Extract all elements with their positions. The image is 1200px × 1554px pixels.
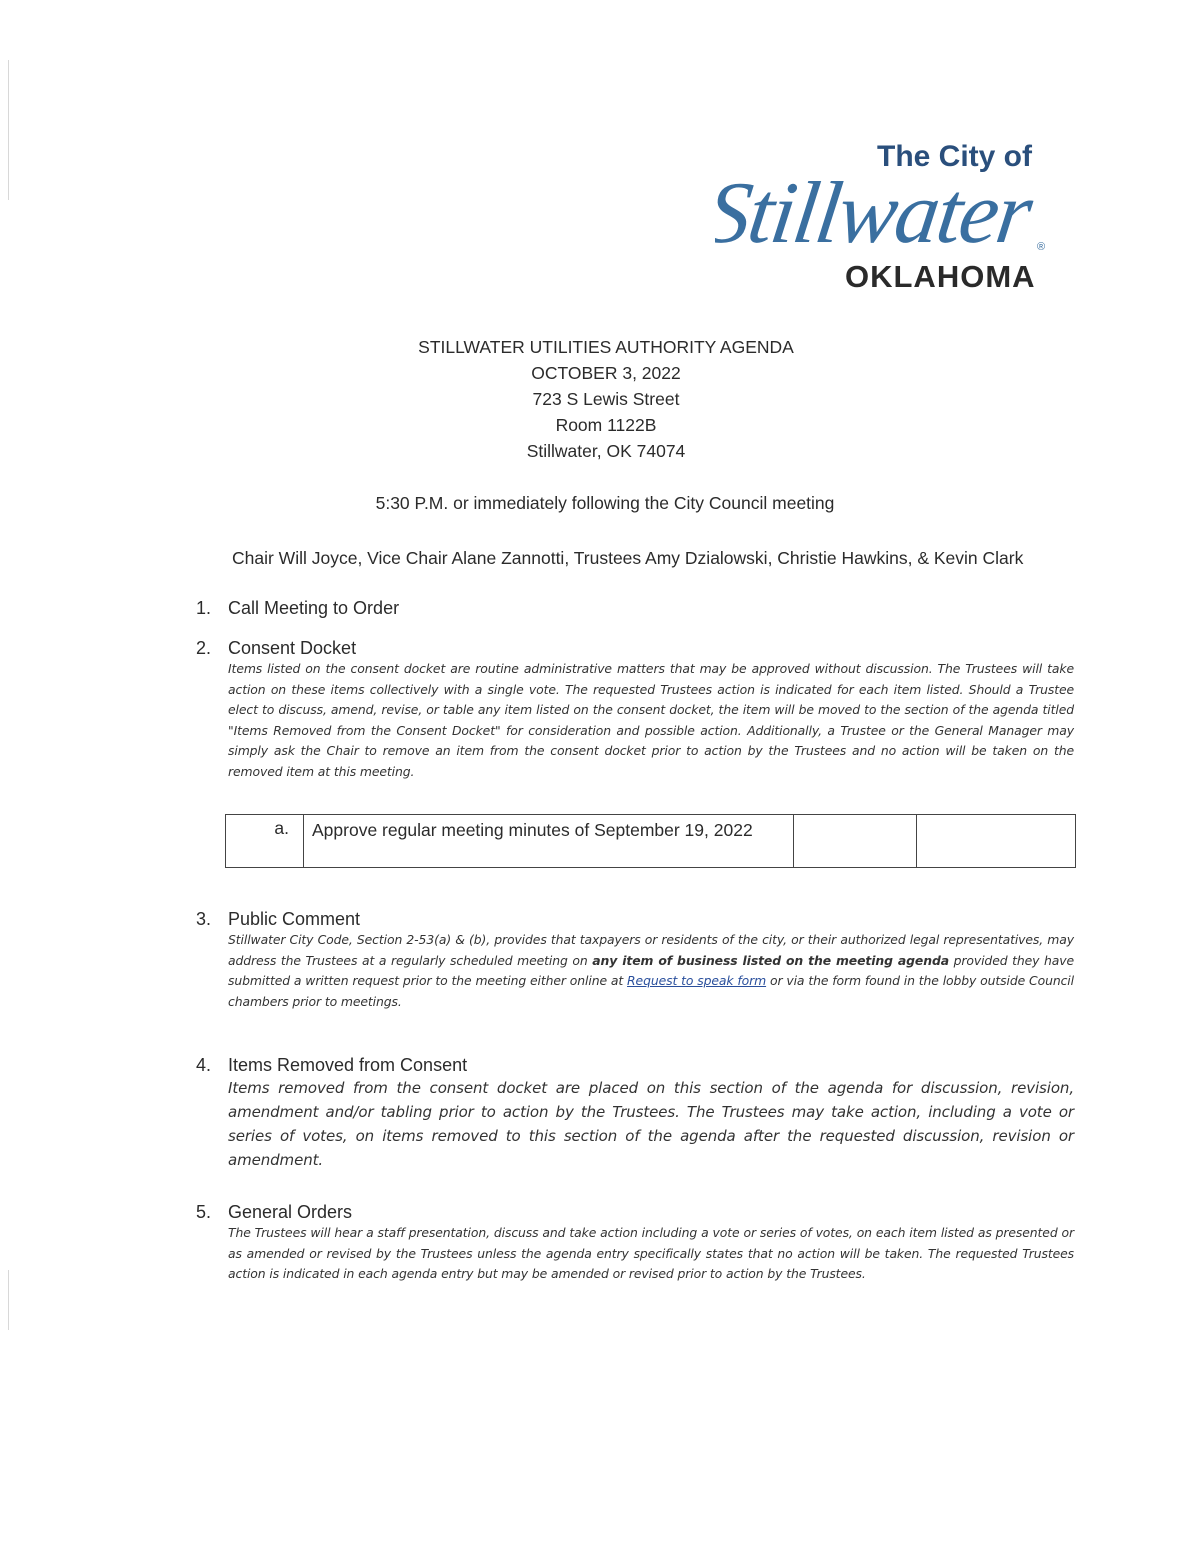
description-text: or via the form found in the lobby outside Council chambers prior to meetings. <box>228 973 1074 1009</box>
agenda-item-public-comment <box>196 909 1076 1012</box>
scan-margin-mark <box>8 60 9 200</box>
logo-script-name: Stillwater <box>715 164 1037 262</box>
consent-item-text: Approve regular meeting minutes of September 19, 2022 <box>304 815 794 868</box>
scan-margin-mark <box>8 1270 9 1330</box>
consent-item-cell <box>917 815 1076 868</box>
board-members: Chair Will Joyce, Vice Chair Alane Zannotti, Trustees Amy Dzialowski, Christie Hawkins, & Kevin Clark <box>232 548 1024 568</box>
meeting-room: Room 1122B <box>555 415 657 435</box>
item-description <box>228 930 1074 1012</box>
agenda-item-general-orders <box>196 1202 1076 1285</box>
agenda-item-call-to-order <box>196 598 1076 619</box>
description-text: Stillwater City Code, Section 2-53(a) & (b), provides that taxpayers or residents of the city, or their authorized legal representatives, may address the Trustees at a regularly scheduled meeting on <box>228 932 1074 968</box>
item-number: 2. <box>196 638 212 658</box>
agenda-item-consent-docket <box>196 638 1076 782</box>
meeting-street: 723 S Lewis Street <box>532 389 680 409</box>
table-row <box>226 815 1076 868</box>
item-number: 5. <box>196 1202 212 1222</box>
item-description: Items listed on the consent docket are routine administrative matters that may be approved without discussion. The Trustees will take action on these items collectively with a single vote. The requested Trustees action is indicated for each item listed. Should a Trustee elect to discuss, amend, revise, or table any item listed on the consent docket, the item will be moved to the section of the agenda titled "Items Removed from the Consent Docket" for consideration and possible action. Additionally, a Trustee or the General Manager may simply ask the Chair to remove an item from the consent docket prior to action by the Trustees and no action will be taken on the removed item at this meeting. <box>228 661 1074 779</box>
meeting-time: 5:30 P.M. or immediately following the City Council meeting <box>375 493 835 513</box>
stillwater-logo-icon <box>715 130 1065 295</box>
request-to-speak-link[interactable]: Request to speak form <box>627 973 767 988</box>
agenda-item-removed-from-consent <box>196 1055 1076 1172</box>
logo-the-city-of: The City of <box>877 140 1032 173</box>
item-title: General Orders <box>228 1202 353 1222</box>
agenda-header <box>300 334 912 464</box>
item-description: The Trustees will hear a staff presentation, discuss and take action including a vote or series of votes, on each item listed as presented or as amended or revised by the Trustees unless the agenda entry specifically states that no action will be taken. The requested Trustees action is indicated in each agenda entry but may be amended or revised prior to action by the Trustees. <box>228 1225 1074 1281</box>
consent-item-letter: a. <box>226 815 304 868</box>
description-text: provided they have submitted a written request prior to the meeting either online at <box>228 952 1075 988</box>
description-emphasis: any item of business listed on the meeting agenda <box>592 952 949 968</box>
item-title: Public Comment <box>228 909 361 929</box>
item-number: 3. <box>196 909 212 929</box>
logo-state: OKLAHOMA <box>845 259 1036 294</box>
item-number: 4. <box>196 1055 212 1075</box>
logo-registered: ® <box>1037 241 1046 253</box>
item-title: Consent Docket <box>228 638 357 658</box>
agenda-title: STILLWATER UTILITIES AUTHORITY AGENDA <box>418 337 794 357</box>
item-title: Items Removed from Consent <box>228 1055 468 1075</box>
consent-item-cell <box>794 815 917 868</box>
item-description: Items removed from the consent docket are placed on this section of the agenda for discussion, revision, amendment and/or tabling prior to action by the Trustees. The Trustees may take action, including a vote or series of votes, on items removed to this section of the agenda after the requested discussion, revision or amendment. <box>228 1079 1074 1169</box>
consent-items-table <box>225 814 1076 868</box>
item-number: 1. <box>196 598 212 618</box>
meeting-date: OCTOBER 3, 2022 <box>531 363 681 383</box>
city-logo <box>715 130 1065 295</box>
meeting-city: Stillwater, OK 74074 <box>526 441 686 461</box>
item-title: Call Meeting to Order <box>228 598 400 618</box>
